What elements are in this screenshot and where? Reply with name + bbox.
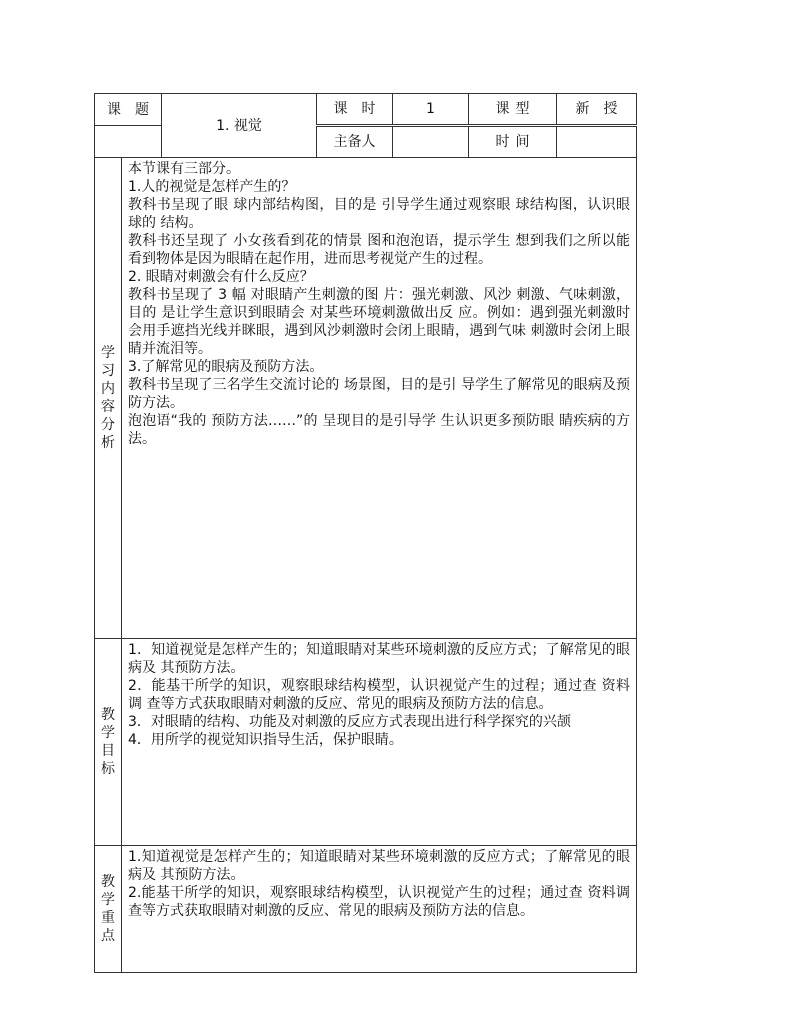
goals-label-char: 标 [101,761,115,777]
goals-label-char: 教 [101,707,115,723]
type-value: 新 授 [557,94,637,126]
keypoints-label-char: 重 [101,910,115,926]
analysis-label-char: 学 [101,345,115,361]
goals-label-char: 目 [101,743,115,759]
analysis-paragraph: 本节课有三部分。 [128,161,240,177]
keypoints-label-char: 学 [101,892,115,908]
goal-item: 1．知道视觉是怎样产生的；知道眼睛对某些环境刺激的反应方式；了解常见的眼病及 其预防方法。 [128,642,630,676]
period-value: 1 [393,94,469,126]
type-label: 课型 [469,94,557,126]
analysis-label-char: 析 [101,435,115,451]
goals-row [95,639,637,846]
analysis-label-char: 习 [101,363,115,379]
analysis-label-char: 容 [101,399,115,415]
header-blank [95,126,162,158]
keypoints-content [122,846,637,973]
analysis-heading: 2. 眼睛对刺激会有什么反应？ [128,269,314,285]
keypoints-label-char: 教 [101,874,115,890]
keypoints-label [95,846,122,973]
keypoints-row [95,846,637,973]
period-label: 课 时 [317,94,393,126]
preparer-value [393,126,469,158]
topic-label: 课 题 [95,94,162,126]
analysis-heading: 3.了解常见的眼病及预防方法。 [128,359,324,375]
analysis-heading: 1.人的视觉是怎样产生的？ [128,179,296,195]
goal-item: 4．用所学的视觉知识指导生活，保护眼睛。 [128,732,403,748]
goals-label [95,639,122,846]
header-row-1 [95,94,637,126]
analysis-paragraph: 泡泡语“我的 预防方法……”的 呈现目的是引导学 生认识更多预防眼 睛疾病的方法。 [128,413,630,447]
analysis-label [95,158,122,639]
goals-label-char: 学 [101,725,115,741]
goal-item: 3．对眼睛的结构、功能及对刺激的反应方式表现出进行科学探究的兴颉 [128,714,571,730]
lesson-plan-table [94,93,637,973]
analysis-paragraph: 教科书呈现了三名学生交流讨论的 场景图，目的是引 导学生了解常见的眼病及预防方法。 [128,377,630,411]
goals-content [122,639,637,846]
keypoints-label-char: 点 [101,928,115,944]
analysis-paragraph: 教科书还呈现了 小女孩看到花的情景 图和泡泡语，提示学生 想到我们之所以能看到物体是因为眼睛在起作用，进而思考视觉产生的过程。 [128,233,630,267]
analysis-paragraph: 教科书呈现了 3 幅 对眼睛产生刺激的图 片：强光刺激、风沙 刺激、气味刺激，目的 是让学生意识到眼睛会 对某些环境刺激做出反 应。例如：遇到强光刺激时会用手遮挡光线并眯眼，遇到风沙刺激时会闭上眼睛，遇到气味 刺激时会闭上眼睛并流泪等。 [128,287,630,357]
time-value [557,126,637,158]
analysis-paragraph: 教科书呈现了眼 球内部结构图，目的是 引导学生通过观察眼 球结构图，认识眼球的 结构。 [128,197,630,231]
time-label: 时间 [469,126,557,158]
preparer-label: 主备人 [317,126,393,158]
analysis-row [95,158,637,639]
topic-value: 1. 视觉 [162,94,317,158]
analysis-content [122,158,637,639]
analysis-label-char: 内 [101,381,115,397]
goal-item: 2．能基干所学的知识，观察眼球结构模型，认识视觉产生的过程；通过查 资料调 查等方式获取眼睛对刺激的反应、常见的眼病及预防方法的信息。 [128,678,630,712]
keypoint-item: 2.能基干所学的知识，观察眼球结构模型，认识视觉产生的过程；通过查 资料调 查等方式获取眼睛对刺激的反应、常见的眼病及预防方法的信息。 [128,885,630,919]
keypoint-item: 1.知道视觉是怎样产生的；知道眼睛对某些环境刺激的反应方式；了解常见的眼病及 其预防方法。 [128,849,630,883]
analysis-label-char: 分 [101,417,115,433]
